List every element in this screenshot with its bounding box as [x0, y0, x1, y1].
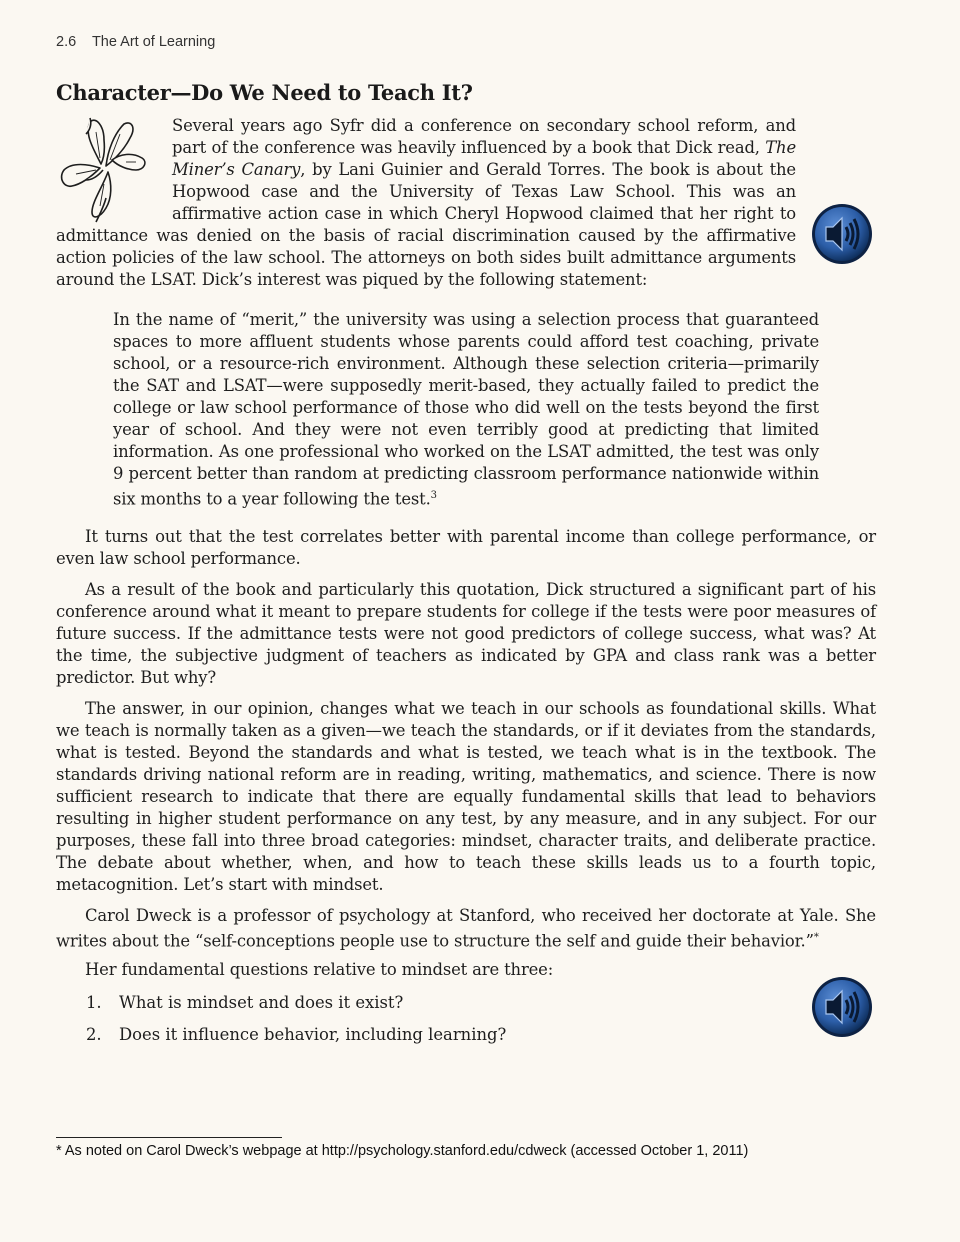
- footnote-divider: [56, 1137, 282, 1138]
- question-list: [86, 993, 506, 1057]
- chapter-title: The Art of Learning: [91, 34, 216, 50]
- audio-speaker-icon[interactable]: [811, 976, 873, 1038]
- body-paragraph: It turns out that the test correlates better with parental income than college performance, or even law school performance.: [56, 527, 876, 568]
- body-paragraph: Carol Dweck is a professor of psychology at Stanford, who received her doctorate at Yale. She writes about the “self-conceptions people use to structure the self and guide their behavior.”*: [56, 906, 876, 951]
- body-paragraph: As a result of the book and particularly this quotation, Dick structured a significant part of his conference around what it meant to prepare students for college if the tests were poor measures of future success. If the admittance tests were not good predictors of college success, what was? At the time, the subjective judgment of teachers as indicated by GPA and class rank was a better predictor. But why?: [56, 580, 876, 687]
- book-title: The Miner’s Canary: [172, 138, 796, 179]
- endnote-ref: 3: [430, 490, 437, 501]
- body-paragraph: Her fundamental questions relative to mindset are three:: [85, 960, 554, 979]
- list-item: 1. What is mindset and does it exist?: [86, 993, 404, 1012]
- footnote: * As noted on Carol Dweck’s webpage at http://psychology.stanford.edu/cdweck (accessed October 1, 2011): [56, 1143, 749, 1159]
- body-paragraph: The answer, in our opinion, changes what we teach in our schools as foundational skills. What we teach is normally taken as a given—we teach the standards, or if it deviates from the standards, what is tested. Beyond the standards and what is tested, we teach what is in the textbook. The standards driving national reform are in reading, writing, mathematics, and science. There is now sufficient research to indicate that there are equally fundamental skills that lead to behaviors resulting in higher student performance on any test, by any measure, and in any subject. For our purposes, these fall into three broad categories: mindset, character traits, and deliberate practice. The debate about whether, when, and how to teach these skills leads us to a fourth topic, metacognition. Let’s start with mindset.: [56, 699, 876, 894]
- section-title: Character—Do We Need to Teach It?: [56, 80, 473, 105]
- page-number: 2.6: [56, 34, 77, 50]
- block-quote: In the name of “merit,” the university was using a selection process that guaranteed spaces to more affluent students whose parents could afford test coaching, private school, or a resource-rich environment. Although these selection criteria—primarily the SAT and LSAT—were supposedly merit-based, they actually failed to predict the college or law school performance of those who did well on the tests beyond the first year of school. And they were not even terribly good at predicting that limited information. As one professional who worked on the LSAT admitted, the test was only 9 percent better than random at predicting classroom performance nationwide within six months to a year following the test.$^3$: [113, 310, 819, 509]
- running-header: [56, 34, 215, 50]
- intro-paragraph: Several years ago Syfr did a conference on secondary school reform, and part of the conference was heavily influenced by a book that Dick read, The Miner’s Canary, by Lani Guinier and Gerald Torres. The book is about the Hopwood case and the University of Texas Law School. This was an affirmative action case in which Cheryl Hopwood claimed that her right to admittance was denied on the basis of racial discrimination caused by the affirmative action policies of the law school. The attorneys on both sides built admittance arguments around the LSAT. Dick’s interest was piqued by the following statement:: [56, 116, 796, 289]
- footnote-mark: *: [813, 932, 819, 943]
- list-item: 2. Does it influence behavior, including learning?: [86, 1025, 507, 1044]
